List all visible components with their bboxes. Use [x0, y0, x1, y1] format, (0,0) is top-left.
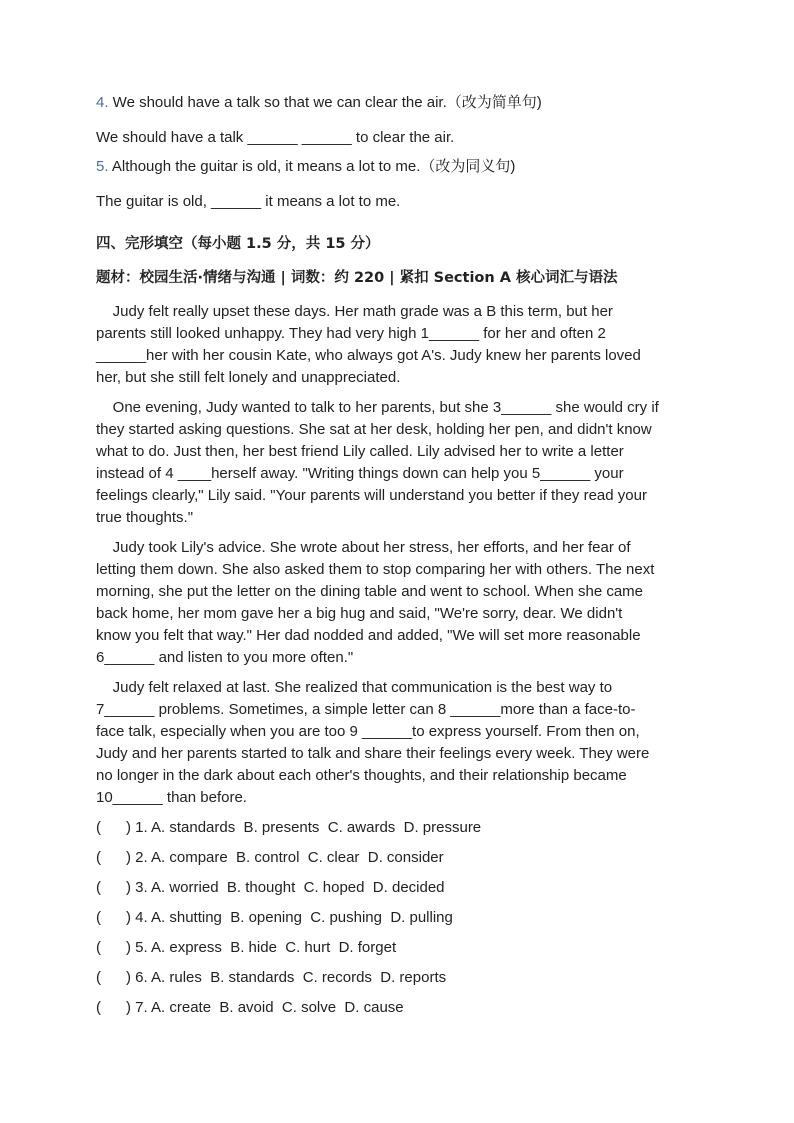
passage-line: 10______ than before.: [96, 789, 247, 806]
passage-paragraph-3: [96, 537, 700, 669]
question-text: Although the guitar is old, it means a lot to me.（改为同义句): [108, 158, 516, 175]
options-list: [96, 817, 700, 1027]
passage-line: her, but she still felt lonely and unappreciated.: [96, 369, 401, 386]
option-row-4: ( ) 4. A. shutting B. opening C. pushing D. pulling: [96, 909, 453, 926]
rewrite-question-5: [96, 156, 700, 178]
passage-line: feelings clearly," Lily said. "Your parents will understand you better if they read your: [96, 487, 647, 504]
passage-line: parents still looked unhappy. They had very high 1______ for her and often 2: [96, 325, 606, 342]
passage-line: Judy felt really upset these days. Her math grade was a B this term, but her: [96, 303, 613, 320]
passage-line: instead of 4 ____herself away. "Writing things down can help you 5______ your: [96, 465, 624, 482]
section-subtitle: 题材：校园生活·情绪与沟通 | 词数：约 220 | 紧扣 Section A 核心词汇与语法: [96, 270, 618, 286]
option-row-6: ( ) 6. A. rules B. standards C. records D. reports: [96, 969, 447, 986]
passage-line: back home, her mom gave her a big hug and said, "We're sorry, dear. We didn't: [96, 605, 623, 622]
passage-line: 7______ problems. Sometimes, a simple letter can 8 ______more than a face-to-: [96, 701, 636, 718]
passage-line: letting them down. She also asked them to stop comparing her with others. The next: [96, 561, 655, 578]
passage-line: no longer in the dark about each other's thoughts, and their relationship became: [96, 767, 627, 784]
passage-line: morning, she put the letter on the dining table and went to school. When she came: [96, 583, 644, 600]
passage-line: know you felt that way." Her dad nodded and added, "We will set more reasonable: [96, 627, 641, 644]
passage-line: what to do. Just then, her best friend Lily called. Lily advised her to write a letter: [96, 443, 624, 460]
rewrite-question-4: [96, 92, 700, 114]
option-row-5: ( ) 5. A. express B. hide C. hurt D. forget: [96, 939, 397, 956]
passage-line: Judy felt relaxed at last. She realized that communication is the best way to: [96, 679, 613, 696]
passage-line: true thoughts.": [96, 509, 194, 526]
section-title: 四、完形填空（每小题 1.5 分，共 15 分）: [96, 236, 380, 252]
option-row-3: ( ) 3. A. worried B. thought C. hoped D. decided: [96, 879, 445, 896]
passage-line: ______her with her cousin Kate, who always got A's. Judy knew her parents loved: [96, 347, 641, 364]
option-row-7: ( ) 7. A. create B. avoid C. solve D. cause: [96, 999, 404, 1016]
passage-line: Judy and her parents started to talk and share their feelings every week. They were: [96, 745, 650, 762]
option-row-2: ( ) 2. A. compare B. control C. clear D. consider: [96, 849, 444, 866]
question-number: 5.: [96, 158, 109, 175]
passage-line: Judy took Lily's advice. She wrote about her stress, her efforts, and her fear of: [96, 539, 631, 556]
rewrite-answer-4: We should have a talk ______ ______ to clear the air.: [96, 129, 455, 146]
passage-line: One evening, Judy wanted to talk to her parents, but she 3______ she would cry if: [96, 399, 659, 416]
passage-line: face talk, especially when you are too 9 ______to express yourself. From then on,: [96, 723, 640, 740]
worksheet-page: [96, 92, 700, 1027]
passage-line: 6______ and listen to you more often.": [96, 649, 354, 666]
passage-paragraph-1: [96, 301, 700, 389]
passage-paragraph-2: [96, 397, 700, 529]
rewrite-answer-5: The guitar is old, ______ it means a lot to me.: [96, 193, 401, 210]
question-number: 4.: [96, 94, 109, 111]
passage-line: they started asking questions. She sat at her desk, holding her pen, and didn't know: [96, 421, 652, 438]
passage-paragraph-4: [96, 677, 700, 809]
option-row-1: ( ) 1. A. standards B. presents C. awards D. pressure: [96, 819, 482, 836]
question-text: We should have a talk so that we can clear the air.（改为简单句): [108, 94, 542, 111]
